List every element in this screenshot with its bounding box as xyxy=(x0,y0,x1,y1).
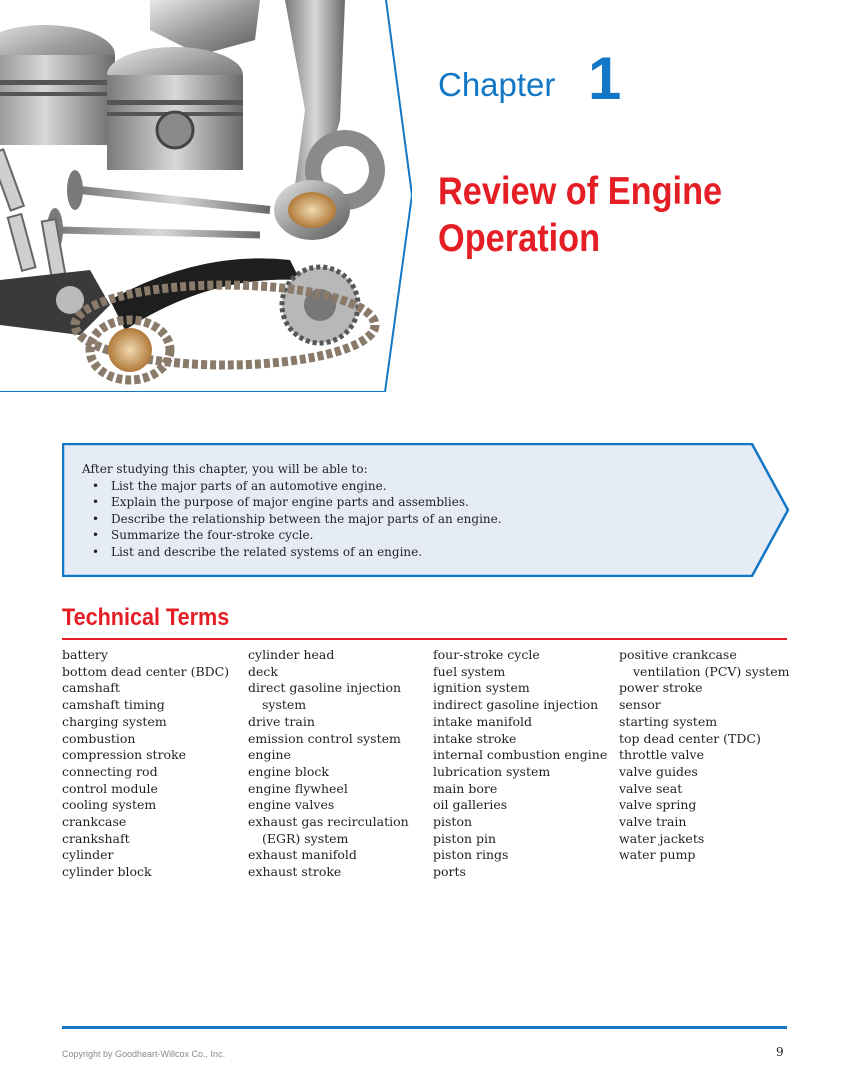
page-number: 9 xyxy=(776,1045,784,1059)
term-item: camshaft timing xyxy=(62,697,165,713)
term-item: engine xyxy=(248,747,291,763)
term-item: top dead center (TDC) xyxy=(619,730,761,746)
technical-terms-heading: Technical Terms xyxy=(62,604,230,631)
term-item: crankcase xyxy=(62,814,127,830)
terms-column-4 xyxy=(619,647,804,864)
footer-divider xyxy=(62,1026,787,1029)
objectives-list xyxy=(82,461,722,561)
copyright-notice: Copyright by Goodheart-Willcox Co., Inc. xyxy=(62,1049,226,1059)
term-item: throttle valve xyxy=(619,747,704,763)
term-item: piston pin xyxy=(433,830,497,846)
term-item: four-stroke cycle xyxy=(433,647,540,662)
heading-divider xyxy=(62,638,787,640)
terms-column-2 xyxy=(248,647,433,881)
term-item: exhaust manifold xyxy=(248,847,357,863)
term-item: piston rings xyxy=(433,847,509,863)
chapter-number: 1 xyxy=(588,45,620,112)
term-item: control module xyxy=(62,780,158,796)
term-item: cylinder xyxy=(62,847,114,863)
chapter-label: Chapter xyxy=(438,66,556,103)
term-item: piston xyxy=(433,814,473,830)
terms-column-3 xyxy=(433,647,618,881)
objective-item: • List the major parts of an automotive engine. xyxy=(92,478,387,493)
term-item: water jackets xyxy=(619,830,705,846)
bullet-icon: • xyxy=(92,511,100,526)
objective-item: • List and describe the related systems of an engine. xyxy=(92,544,423,559)
term-item-continuation: ventilation (PCV) system xyxy=(633,663,790,679)
term-item: bottom dead center (BDC) xyxy=(62,663,230,679)
engine-parts-photo xyxy=(0,0,412,392)
terms-column-1 xyxy=(62,647,247,881)
term-item: compression stroke xyxy=(62,747,187,763)
term-item-continuation: (EGR) system xyxy=(262,830,349,846)
term-item: crankshaft xyxy=(62,830,130,846)
bullet-icon: • xyxy=(92,495,100,510)
term-item: charging system xyxy=(62,713,167,729)
term-item: engine block xyxy=(248,763,329,779)
term-item: indirect gasoline injection xyxy=(433,697,599,713)
objectives-intro: After studying this chapter, you will be able to: xyxy=(82,462,368,476)
term-item: valve spring xyxy=(619,797,697,813)
term-item: deck xyxy=(248,663,278,679)
term-item: connecting rod xyxy=(62,763,158,779)
term-item: starting system xyxy=(619,713,718,729)
chapter-title-line1: Review of Engine xyxy=(438,170,723,213)
term-item: valve train xyxy=(619,814,687,830)
term-item: battery xyxy=(62,647,108,662)
term-item: drive train xyxy=(248,713,315,729)
term-item: exhaust stroke xyxy=(248,864,342,880)
chapter-title xyxy=(438,168,772,262)
term-item: ignition system xyxy=(433,680,530,696)
chapter-title-line2: Operation xyxy=(438,217,601,260)
term-item: valve seat xyxy=(619,780,683,796)
objective-item: • Describe the relationship between the major parts of an engine. xyxy=(92,511,502,526)
term-item: power stroke xyxy=(619,680,703,696)
term-item: intake manifold xyxy=(433,713,532,729)
term-item: cylinder block xyxy=(62,864,152,880)
term-item: engine flywheel xyxy=(248,780,348,796)
term-item: lubrication system xyxy=(433,763,551,779)
term-item: emission control system xyxy=(248,730,401,746)
term-item: valve guides xyxy=(619,763,698,779)
term-item: internal combustion engine xyxy=(433,747,608,763)
term-item: fuel system xyxy=(433,663,506,679)
term-item: intake stroke xyxy=(433,730,517,746)
term-item: combustion xyxy=(62,730,136,746)
objective-item: • Explain the purpose of major engine parts and assemblies. xyxy=(92,495,469,510)
bullet-icon: • xyxy=(92,528,100,543)
term-item: main bore xyxy=(433,780,498,796)
term-item: exhaust gas recirculation xyxy=(248,814,409,830)
bullet-icon: • xyxy=(92,544,100,559)
term-item: ports xyxy=(433,864,466,880)
term-item: cooling system xyxy=(62,797,157,813)
objective-item: • Summarize the four-stroke cycle. xyxy=(92,528,314,543)
term-item-continuation: system xyxy=(262,697,307,713)
term-item: camshaft xyxy=(62,680,120,696)
term-item: sensor xyxy=(619,697,661,713)
term-item: direct gasoline injection xyxy=(248,680,402,696)
term-item: oil galleries xyxy=(433,797,508,813)
term-item: engine valves xyxy=(248,797,335,813)
term-item: positive crankcase xyxy=(619,647,737,662)
term-item: cylinder head xyxy=(248,647,335,662)
bullet-icon: • xyxy=(92,478,100,493)
term-item: water pump xyxy=(619,847,696,863)
